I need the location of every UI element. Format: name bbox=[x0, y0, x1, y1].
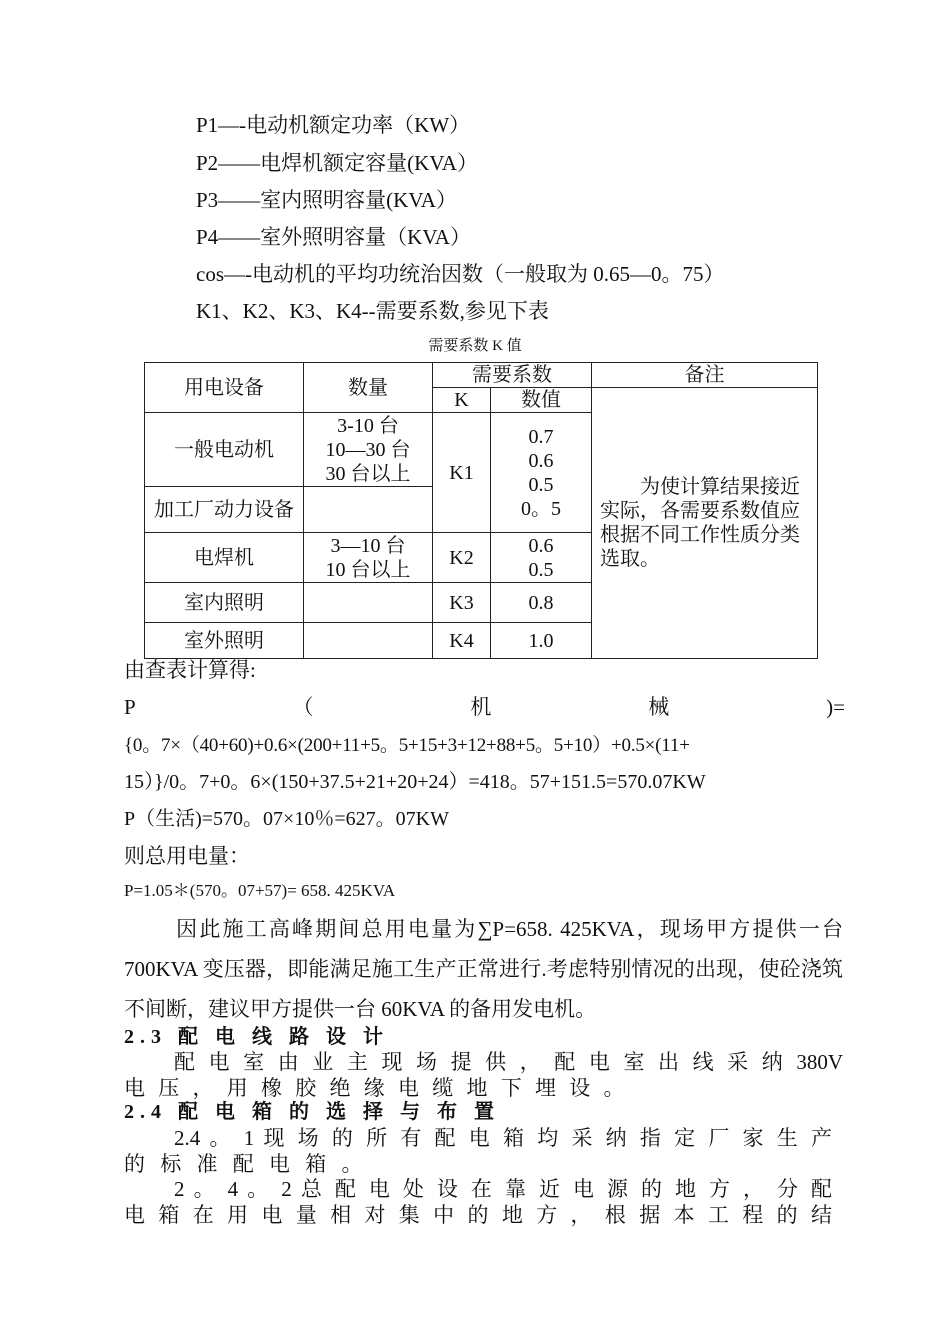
p-machine-token-2: （ bbox=[292, 695, 314, 719]
table-caption: 需要系数 K 值 bbox=[428, 338, 522, 354]
row-motor-name: 一般电动机 bbox=[145, 413, 304, 487]
header-equipment: 用电设备 bbox=[145, 363, 304, 413]
p-machine-token-4: 械 bbox=[648, 695, 670, 719]
header-value: 数值 bbox=[491, 388, 592, 413]
motor-qty-3: 30 台以上 bbox=[325, 462, 411, 485]
motor-value-2: 0.6 bbox=[528, 449, 554, 472]
calc-intro: 由查表计算得: bbox=[124, 658, 256, 682]
table-note bbox=[592, 388, 818, 659]
definition-p1: P1—-电动机额定功率（KW） bbox=[196, 113, 471, 137]
welder-qty-1: 3—10 台 bbox=[330, 534, 406, 557]
definition-p4: P4——室外照明容量（KVA） bbox=[196, 225, 471, 249]
row-outdoor-k: K4 bbox=[433, 623, 491, 659]
row-motor-quantity bbox=[304, 413, 433, 487]
row-welder-name: 电焊机 bbox=[145, 533, 304, 583]
row-indoor-k: K3 bbox=[433, 583, 491, 623]
motor-value-1: 0.7 bbox=[528, 425, 554, 448]
section-2-3-line-2: 电 压 ， 用 橡 胶 绝 缘 电 缆 地 下 埋 设 。 bbox=[124, 1076, 629, 1100]
p-machine-token-5: )= bbox=[826, 695, 845, 719]
section-2-4-1-line-2: 的 标 准 配 电 箱 。 bbox=[124, 1152, 368, 1176]
section-2-4-title: 2.4 配 电 箱 的 选 择 与 布 置 bbox=[124, 1101, 500, 1123]
row-motor-values bbox=[491, 413, 592, 533]
section-2-4-1-line-1: 2.4 。 1 现 场 的 所 有 配 电 箱 均 采 纳 指 定 厂 家 生 产 bbox=[174, 1126, 832, 1150]
p-machine-token-3: 机 bbox=[470, 695, 492, 719]
motor-qty-1: 3-10 台 bbox=[337, 414, 399, 437]
p-life: P（生活)=570。07×10％=627。07KW bbox=[124, 808, 449, 830]
row-indoor-value: 0.8 bbox=[491, 583, 592, 623]
welder-value-2: 0.5 bbox=[528, 558, 554, 581]
conclusion-text: 因此施工高峰期间总用电量为∑P=658. 425KVA，现场甲方提供一台 700KVA 变压器，即能满足施工生产正常进行.考虑特别情况的出现，使砼浇筑不间断，建议甲方提供一台 60KVA 的备用发电机。 bbox=[124, 917, 843, 1021]
total-formula: P=1.05＊(570。07+57)= 658. 425KVA bbox=[124, 881, 396, 900]
section-2-4-2-line-2: 电 箱 在 用 电 量 相 对 集 中 的 地 方 ， 根 据 本 工 程 的 结 bbox=[124, 1203, 832, 1227]
row-welder-values bbox=[491, 533, 592, 583]
row-welder-quantity bbox=[304, 533, 433, 583]
motor-value-3: 0.5 bbox=[528, 473, 554, 496]
row-welder-k: K2 bbox=[433, 533, 491, 583]
row-outdoor-value: 1.0 bbox=[491, 623, 592, 659]
header-note: 备注 bbox=[592, 363, 818, 388]
calc-line-2: {0。7×（40+60)+0.6×(200+11+5。5+15+3+12+88+5。5+10）+0.5×(11+ bbox=[124, 735, 690, 756]
welder-value-1: 0.6 bbox=[528, 534, 554, 557]
coefficient-table bbox=[144, 362, 818, 659]
row-factory-name: 加工厂动力设备 bbox=[145, 487, 304, 533]
section-2-4-2-line-1: 2 。 4 。 2 总 配 电 处 设 在 靠 近 电 源 的 地 方 ， 分 配 bbox=[174, 1177, 832, 1201]
row-indoor-name: 室内照明 bbox=[145, 583, 304, 623]
row-factory-quantity bbox=[304, 487, 433, 533]
p-machine-token-1: P bbox=[124, 695, 136, 719]
motor-value-4: 0。5 bbox=[521, 497, 561, 520]
section-2-3-line-1: 配 电 室 由 业 主 现 场 提 供 ， 配 电 室 出 线 采 纳 380V bbox=[174, 1050, 843, 1074]
row-indoor-quantity bbox=[304, 583, 433, 623]
header-coefficient: 需要系数 bbox=[433, 363, 592, 388]
definition-p3: P3——室内照明容量(KVA） bbox=[196, 188, 457, 212]
section-2-3-title: 2.3 配 电 线 路 设 计 bbox=[124, 1026, 389, 1048]
definition-cos: cos—-电动机的平均功统治因数（一般取为 0.65—0。75） bbox=[196, 262, 725, 286]
note-text: 为使计算结果接近实际，各需要系数值应根据不同工作性质分类选取。 bbox=[600, 476, 800, 570]
row-outdoor-name: 室外照明 bbox=[145, 623, 304, 659]
row-motor-k: K1 bbox=[433, 413, 491, 533]
header-k: K bbox=[433, 388, 491, 413]
definition-p2: P2——电焊机额定容量(KVA） bbox=[196, 151, 478, 175]
definition-k: K1、K2、K3、K4--需要系数,参见下表 bbox=[196, 299, 549, 323]
welder-qty-2: 10 台以上 bbox=[325, 558, 411, 581]
row-outdoor-quantity bbox=[304, 623, 433, 659]
header-quantity: 数量 bbox=[304, 363, 433, 413]
conclusion-paragraph bbox=[124, 909, 843, 1029]
calc-line-3: 15）}/0。7+0。6×(150+37.5+21+20+24）=418。57+151.5=570.07KW bbox=[124, 771, 706, 793]
total-intro: 则总用电量： bbox=[124, 844, 250, 868]
motor-qty-2: 10—30 台 bbox=[325, 438, 411, 461]
p-machine-line bbox=[124, 694, 845, 720]
